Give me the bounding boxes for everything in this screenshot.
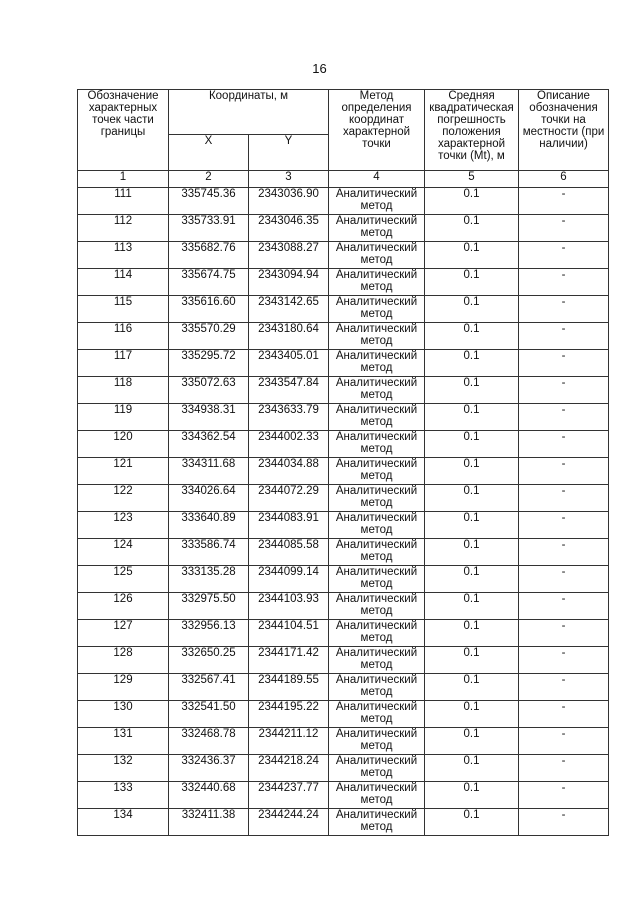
error-cell: 0.1 xyxy=(425,701,519,728)
error-cell: 0.1 xyxy=(425,512,519,539)
table-row xyxy=(78,566,609,593)
x-coordinate-cell: 335682.76 xyxy=(169,242,249,269)
point-id-cell: 130 xyxy=(78,701,169,728)
point-id-cell: 118 xyxy=(78,377,169,404)
method-cell: Аналитический метод xyxy=(329,377,425,404)
method-cell: Аналитический метод xyxy=(329,242,425,269)
column-number: 3 xyxy=(249,171,329,188)
point-id-cell: 124 xyxy=(78,539,169,566)
x-coordinate-cell: 332956.13 xyxy=(169,620,249,647)
column-number-row xyxy=(78,171,609,188)
y-coordinate-cell: 2344218.24 xyxy=(249,755,329,782)
method-cell: Аналитический метод xyxy=(329,188,425,215)
table-header xyxy=(78,90,609,171)
y-coordinate-cell: 2344072.29 xyxy=(249,485,329,512)
x-coordinate-cell: 334938.31 xyxy=(169,404,249,431)
y-coordinate-cell: 2344211.12 xyxy=(249,728,329,755)
error-cell: 0.1 xyxy=(425,431,519,458)
x-coordinate-cell: 335733.91 xyxy=(169,215,249,242)
description-cell: - xyxy=(519,485,609,512)
header-x: X xyxy=(169,135,249,171)
point-id-cell: 120 xyxy=(78,431,169,458)
description-cell: - xyxy=(519,431,609,458)
x-coordinate-cell: 332650.25 xyxy=(169,647,249,674)
description-cell: - xyxy=(519,620,609,647)
error-cell: 0.1 xyxy=(425,620,519,647)
error-cell: 0.1 xyxy=(425,215,519,242)
table-row xyxy=(78,593,609,620)
table-row xyxy=(78,215,609,242)
x-coordinate-cell: 332975.50 xyxy=(169,593,249,620)
table-row xyxy=(78,674,609,701)
x-coordinate-cell: 334362.54 xyxy=(169,431,249,458)
description-cell: - xyxy=(519,593,609,620)
point-id-cell: 119 xyxy=(78,404,169,431)
description-cell: - xyxy=(519,242,609,269)
table-row xyxy=(78,188,609,215)
y-coordinate-cell: 2344237.77 xyxy=(249,782,329,809)
error-cell: 0.1 xyxy=(425,566,519,593)
y-coordinate-cell: 2343180.64 xyxy=(249,323,329,350)
error-cell: 0.1 xyxy=(425,539,519,566)
column-number: 6 xyxy=(519,171,609,188)
table-row xyxy=(78,728,609,755)
method-cell: Аналитический метод xyxy=(329,728,425,755)
point-id-cell: 132 xyxy=(78,755,169,782)
point-id-cell: 112 xyxy=(78,215,169,242)
method-cell: Аналитический метод xyxy=(329,755,425,782)
error-cell: 0.1 xyxy=(425,404,519,431)
table-row xyxy=(78,269,609,296)
point-id-cell: 113 xyxy=(78,242,169,269)
method-cell: Аналитический метод xyxy=(329,512,425,539)
table-row xyxy=(78,296,609,323)
error-cell: 0.1 xyxy=(425,188,519,215)
point-id-cell: 111 xyxy=(78,188,169,215)
point-id-cell: 122 xyxy=(78,485,169,512)
table-body xyxy=(78,171,609,836)
x-coordinate-cell: 333135.28 xyxy=(169,566,249,593)
table-row xyxy=(78,377,609,404)
error-cell: 0.1 xyxy=(425,242,519,269)
x-coordinate-cell: 333586.74 xyxy=(169,539,249,566)
point-id-cell: 125 xyxy=(78,566,169,593)
point-id-cell: 129 xyxy=(78,674,169,701)
x-coordinate-cell: 335745.36 xyxy=(169,188,249,215)
point-id-cell: 123 xyxy=(78,512,169,539)
description-cell: - xyxy=(519,323,609,350)
x-coordinate-cell: 332411.38 xyxy=(169,809,249,836)
y-coordinate-cell: 2343036.90 xyxy=(249,188,329,215)
description-cell: - xyxy=(519,269,609,296)
error-cell: 0.1 xyxy=(425,593,519,620)
table-row xyxy=(78,404,609,431)
error-cell: 0.1 xyxy=(425,782,519,809)
error-cell: 0.1 xyxy=(425,647,519,674)
x-coordinate-cell: 332440.68 xyxy=(169,782,249,809)
x-coordinate-cell: 333640.89 xyxy=(169,512,249,539)
x-coordinate-cell: 332436.37 xyxy=(169,755,249,782)
description-cell: - xyxy=(519,809,609,836)
method-cell: Аналитический метод xyxy=(329,431,425,458)
error-cell: 0.1 xyxy=(425,809,519,836)
method-cell: Аналитический метод xyxy=(329,782,425,809)
y-coordinate-cell: 2344099.14 xyxy=(249,566,329,593)
point-id-cell: 126 xyxy=(78,593,169,620)
y-coordinate-cell: 2344034.88 xyxy=(249,458,329,485)
table-row xyxy=(78,458,609,485)
x-coordinate-cell: 335674.75 xyxy=(169,269,249,296)
header-error: Средняя квадратическая погрешность положения характерной точки (Mt), м xyxy=(425,90,519,171)
method-cell: Аналитический метод xyxy=(329,323,425,350)
table-row xyxy=(78,647,609,674)
method-cell: Аналитический метод xyxy=(329,296,425,323)
y-coordinate-cell: 2343547.84 xyxy=(249,377,329,404)
method-cell: Аналитический метод xyxy=(329,620,425,647)
table-row xyxy=(78,539,609,566)
method-cell: Аналитический метод xyxy=(329,647,425,674)
header-method: Метод определения координат характерной точки xyxy=(329,90,425,171)
column-number: 2 xyxy=(169,171,249,188)
point-id-cell: 127 xyxy=(78,620,169,647)
method-cell: Аналитический метод xyxy=(329,809,425,836)
header-description: Описание обозначения точки на местности (при наличии) xyxy=(519,90,609,171)
table-row xyxy=(78,431,609,458)
table-row xyxy=(78,755,609,782)
x-coordinate-cell: 334311.68 xyxy=(169,458,249,485)
y-coordinate-cell: 2343094.94 xyxy=(249,269,329,296)
description-cell: - xyxy=(519,404,609,431)
x-coordinate-cell: 334026.64 xyxy=(169,485,249,512)
y-coordinate-cell: 2344002.33 xyxy=(249,431,329,458)
column-number: 5 xyxy=(425,171,519,188)
method-cell: Аналитический метод xyxy=(329,458,425,485)
table-row xyxy=(78,809,609,836)
x-coordinate-cell: 332541.50 xyxy=(169,701,249,728)
description-cell: - xyxy=(519,674,609,701)
table-row xyxy=(78,323,609,350)
method-cell: Аналитический метод xyxy=(329,215,425,242)
y-coordinate-cell: 2344083.91 xyxy=(249,512,329,539)
method-cell: Аналитический метод xyxy=(329,566,425,593)
description-cell: - xyxy=(519,701,609,728)
description-cell: - xyxy=(519,350,609,377)
table-row xyxy=(78,782,609,809)
error-cell: 0.1 xyxy=(425,350,519,377)
point-id-cell: 134 xyxy=(78,809,169,836)
y-coordinate-cell: 2344104.51 xyxy=(249,620,329,647)
description-cell: - xyxy=(519,512,609,539)
error-cell: 0.1 xyxy=(425,458,519,485)
error-cell: 0.1 xyxy=(425,269,519,296)
point-id-cell: 133 xyxy=(78,782,169,809)
point-id-cell: 115 xyxy=(78,296,169,323)
method-cell: Аналитический метод xyxy=(329,404,425,431)
description-cell: - xyxy=(519,539,609,566)
x-coordinate-cell: 332468.78 xyxy=(169,728,249,755)
y-coordinate-cell: 2343633.79 xyxy=(249,404,329,431)
method-cell: Аналитический метод xyxy=(329,674,425,701)
y-coordinate-cell: 2343046.35 xyxy=(249,215,329,242)
column-number: 1 xyxy=(78,171,169,188)
error-cell: 0.1 xyxy=(425,296,519,323)
method-cell: Аналитический метод xyxy=(329,701,425,728)
table-row xyxy=(78,242,609,269)
header-y: Y xyxy=(249,135,329,171)
table-row xyxy=(78,701,609,728)
description-cell: - xyxy=(519,566,609,593)
description-cell: - xyxy=(519,458,609,485)
y-coordinate-cell: 2344171.42 xyxy=(249,647,329,674)
header-designation: Обозначение характерных точек части границы xyxy=(78,90,169,171)
y-coordinate-cell: 2343142.65 xyxy=(249,296,329,323)
point-id-cell: 128 xyxy=(78,647,169,674)
error-cell: 0.1 xyxy=(425,323,519,350)
point-id-cell: 117 xyxy=(78,350,169,377)
column-number: 4 xyxy=(329,171,425,188)
point-id-cell: 114 xyxy=(78,269,169,296)
method-cell: Аналитический метод xyxy=(329,539,425,566)
y-coordinate-cell: 2343088.27 xyxy=(249,242,329,269)
x-coordinate-cell: 335616.60 xyxy=(169,296,249,323)
error-cell: 0.1 xyxy=(425,755,519,782)
x-coordinate-cell: 335295.72 xyxy=(169,350,249,377)
description-cell: - xyxy=(519,377,609,404)
x-coordinate-cell: 332567.41 xyxy=(169,674,249,701)
method-cell: Аналитический метод xyxy=(329,485,425,512)
y-coordinate-cell: 2344195.22 xyxy=(249,701,329,728)
y-coordinate-cell: 2344244.24 xyxy=(249,809,329,836)
x-coordinate-cell: 335570.29 xyxy=(169,323,249,350)
description-cell: - xyxy=(519,296,609,323)
table-row xyxy=(78,620,609,647)
description-cell: - xyxy=(519,215,609,242)
y-coordinate-cell: 2344103.93 xyxy=(249,593,329,620)
description-cell: - xyxy=(519,647,609,674)
point-id-cell: 116 xyxy=(78,323,169,350)
coordinates-table xyxy=(77,89,609,836)
description-cell: - xyxy=(519,782,609,809)
error-cell: 0.1 xyxy=(425,377,519,404)
point-id-cell: 121 xyxy=(78,458,169,485)
method-cell: Аналитический метод xyxy=(329,593,425,620)
y-coordinate-cell: 2344085.58 xyxy=(249,539,329,566)
error-cell: 0.1 xyxy=(425,485,519,512)
table-row xyxy=(78,485,609,512)
description-cell: - xyxy=(519,188,609,215)
y-coordinate-cell: 2343405.01 xyxy=(249,350,329,377)
description-cell: - xyxy=(519,728,609,755)
header-coordinates: Координаты, м xyxy=(169,90,329,135)
y-coordinate-cell: 2344189.55 xyxy=(249,674,329,701)
x-coordinate-cell: 335072.63 xyxy=(169,377,249,404)
description-cell: - xyxy=(519,755,609,782)
page-number: 16 xyxy=(312,61,327,76)
error-cell: 0.1 xyxy=(425,674,519,701)
table-row xyxy=(78,512,609,539)
method-cell: Аналитический метод xyxy=(329,350,425,377)
point-id-cell: 131 xyxy=(78,728,169,755)
method-cell: Аналитический метод xyxy=(329,269,425,296)
table-row xyxy=(78,350,609,377)
error-cell: 0.1 xyxy=(425,728,519,755)
